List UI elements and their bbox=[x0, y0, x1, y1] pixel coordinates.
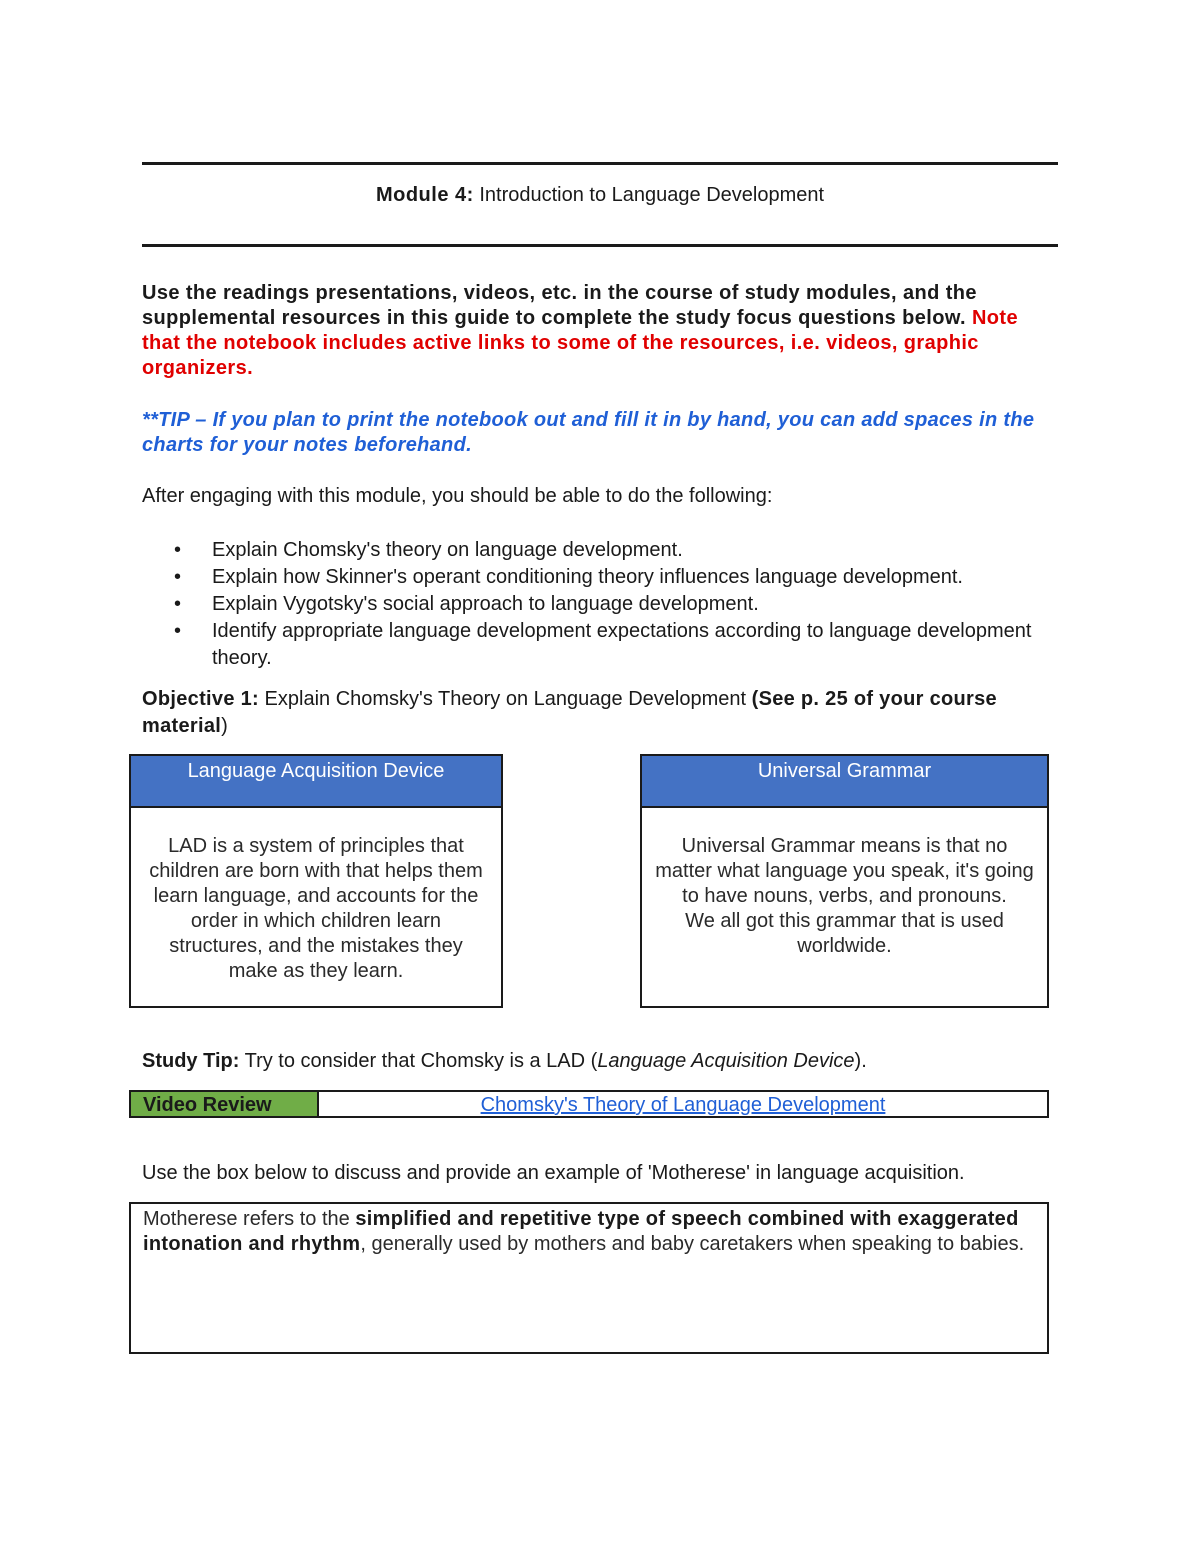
module-label: Module 4: bbox=[375, 184, 474, 206]
objective-1-reference: (See p. 25 of your course material bbox=[142, 688, 997, 737]
answer-rest: , generally used by mothers and baby caretakers when speaking to babies. bbox=[360, 1233, 1025, 1255]
bottom-divider bbox=[142, 244, 1058, 247]
list-item: • Explain Chomsky's theory on language development. bbox=[142, 537, 1042, 564]
objective-1-close: ) bbox=[221, 715, 228, 737]
objectives-list bbox=[142, 537, 1042, 672]
tip-paragraph: **TIP – If you plan to print the notebook out and fill it in by hand, you can add spaces in the charts for your notes beforehand. bbox=[142, 409, 1035, 456]
instructions-paragraph bbox=[142, 281, 1058, 381]
universal-grammar-body-line-1: Universal Grammar means is that no matter what language you speak, it's going to have nouns, verbs, and pronouns. bbox=[655, 835, 1034, 907]
lad-box bbox=[129, 754, 503, 1008]
list-item: • Explain Vygotsky's social approach to language development. bbox=[142, 591, 1042, 618]
study-tip-label: Study Tip: bbox=[142, 1050, 240, 1072]
universal-grammar-box bbox=[640, 754, 1049, 1008]
video-review-label: Video Review bbox=[131, 1092, 319, 1116]
study-tip-text: Try to consider that Chomsky is a LAD ( bbox=[239, 1050, 598, 1072]
video-review-row bbox=[129, 1090, 1049, 1118]
list-item: • Explain how Skinner's operant conditioning theory influences language development. bbox=[142, 564, 1042, 591]
list-item: • Identify appropriate language development expectations according to language development theory. bbox=[142, 618, 1042, 672]
study-tip-italic: Language Acquisition Device bbox=[597, 1050, 855, 1072]
study-tip-close: ). bbox=[854, 1050, 867, 1072]
after-paragraph: After engaging with this module, you should be able to do the following: bbox=[142, 485, 773, 507]
motherese-prompt: Use the box below to discuss and provide an example of 'Motherese' in language acquisition. bbox=[142, 1162, 965, 1184]
motherese-answer-box[interactable] bbox=[129, 1202, 1049, 1354]
objective-1-text: Explain Chomsky's Theory on Language Development bbox=[258, 688, 752, 710]
module-title bbox=[0, 184, 1200, 207]
motherese-answer-text bbox=[131, 1204, 1047, 1257]
universal-grammar-body[interactable] bbox=[642, 808, 1047, 959]
module-title-text: Introduction to Language Development bbox=[473, 184, 825, 206]
instructions-text: Use the readings presentations, videos, etc. in the course of study modules, and the supplemental resources in this guide to complete the study focus questions below. bbox=[142, 282, 977, 329]
lad-header: Language Acquisition Device bbox=[131, 756, 501, 808]
top-divider bbox=[142, 162, 1058, 165]
answer-bold: simplified and repetitive type of speech combined with exaggerated intonation and rhythm bbox=[143, 1208, 1019, 1255]
objective-1-heading bbox=[142, 686, 1058, 740]
objective-1-label: Objective 1: bbox=[142, 688, 259, 710]
universal-grammar-header: Universal Grammar bbox=[642, 756, 1047, 808]
lad-body[interactable]: LAD is a system of principles that children are born with that helps them learn language, and accounts for the order in which children learn structures, and the mistakes they make as they learn. bbox=[149, 835, 483, 982]
universal-grammar-body-line-2: We all got this grammar that is used worldwide. bbox=[685, 910, 1004, 957]
study-tip bbox=[142, 1049, 1058, 1074]
answer-lead: Motherese refers to the bbox=[143, 1208, 356, 1230]
instructions-note: Note that the notebook includes active links to some of the resources, i.e. videos, graphic organizers. bbox=[142, 307, 1019, 379]
video-review-link[interactable]: Chomsky's Theory of Language Development bbox=[480, 1094, 886, 1116]
